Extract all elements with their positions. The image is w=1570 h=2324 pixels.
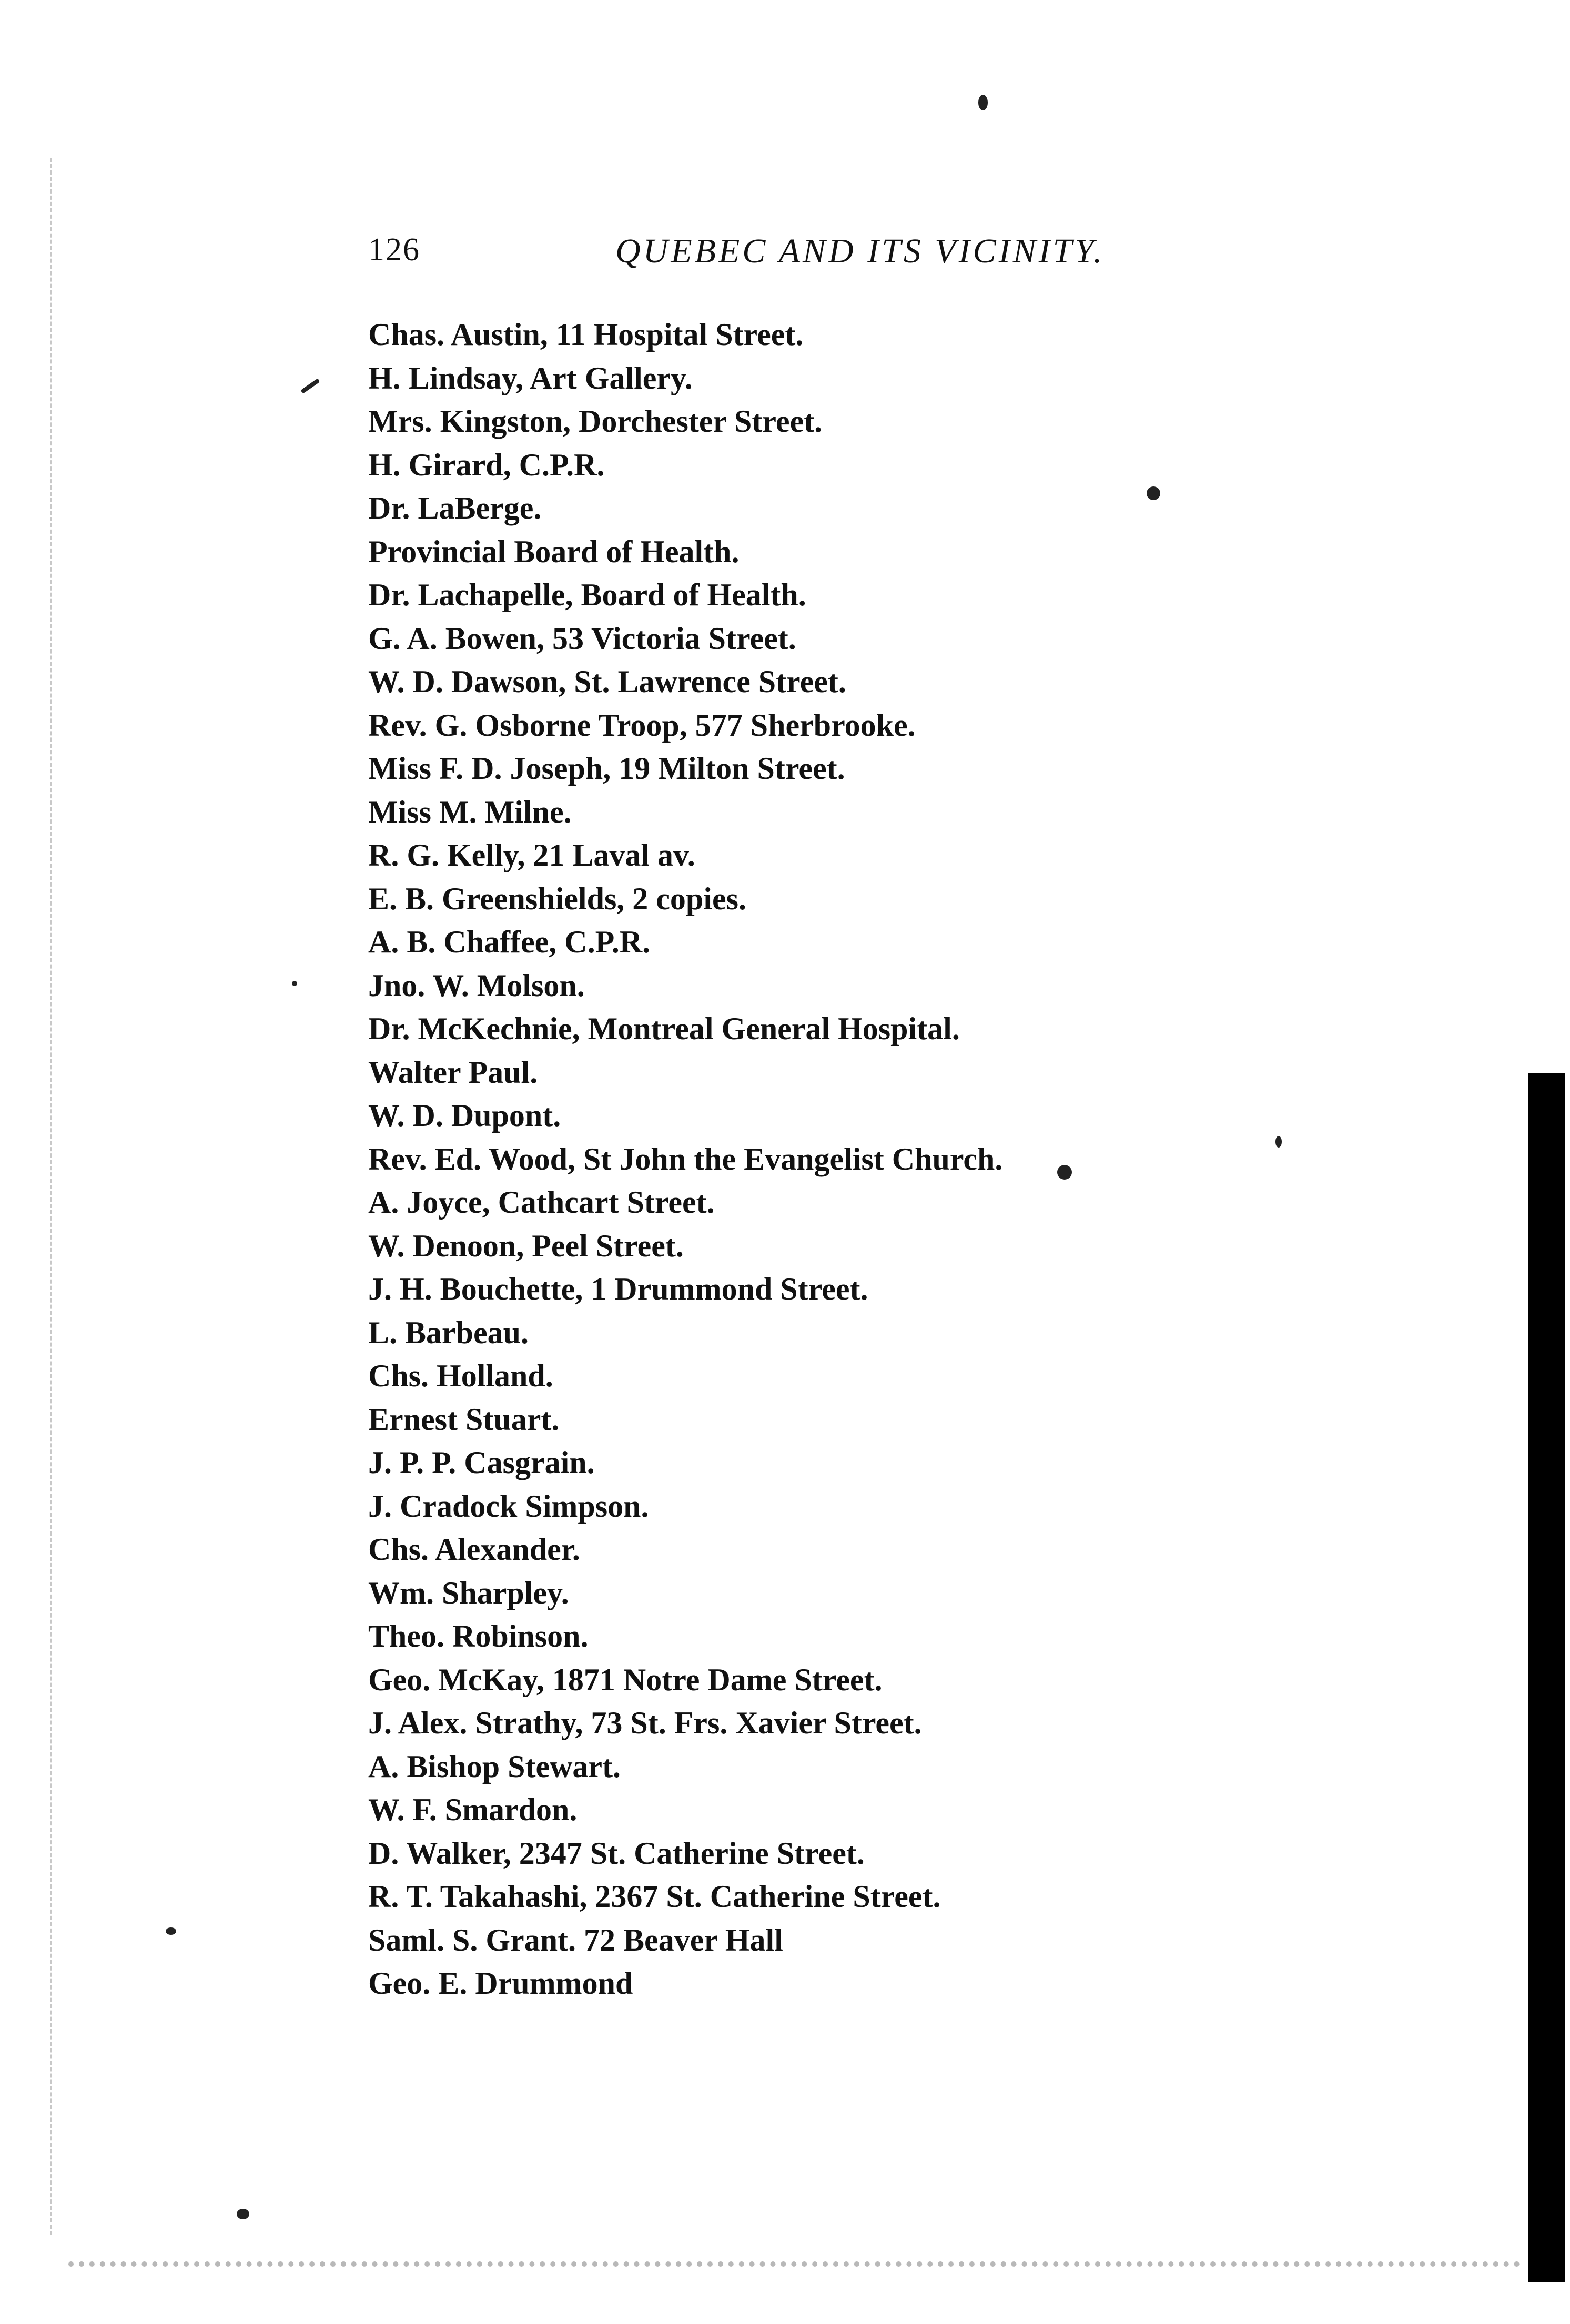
list-item: W. Denoon, Peel Street. bbox=[368, 1228, 684, 1263]
list-item: A. B. Chaffee, C.P.R. bbox=[368, 925, 651, 959]
list-item: J. Alex. Strathy, 73 St. Frs. Xavier Street. bbox=[368, 1706, 922, 1740]
list-item: W. F. Smardon. bbox=[368, 1792, 578, 1827]
list-item: Geo. McKay, 1871 Notre Dame Street. bbox=[368, 1662, 883, 1697]
running-head: QUEBEC AND ITS VICINITY. bbox=[615, 232, 1105, 270]
list-item: W. D. Dupont. bbox=[368, 1098, 561, 1133]
right-margin-black-bar bbox=[1528, 1073, 1565, 2282]
list-item: Theo. Robinson. bbox=[368, 1619, 589, 1653]
ink-speck bbox=[292, 981, 297, 986]
list-item: H. Lindsay, Art Gallery. bbox=[368, 360, 693, 395]
list-item: D. Walker, 2347 St. Catherine Street. bbox=[368, 1835, 865, 1871]
list-item: Geo. E. Drummond bbox=[368, 1966, 633, 2001]
ink-speck bbox=[1275, 1136, 1282, 1148]
list-item: Chs. Holland. bbox=[368, 1358, 553, 1393]
left-margin-scan-artifact bbox=[50, 158, 54, 2235]
list-item: Rev. G. Osborne Troop, 577 Sherbrooke. bbox=[368, 707, 916, 743]
list-item: Chs. Alexander. bbox=[368, 1532, 580, 1567]
list-item: Dr. LaBerge. bbox=[368, 491, 542, 525]
list-item: A. Bishop Stewart. bbox=[368, 1749, 621, 1784]
list-item: G. A. Bowen, 53 Victoria Street. bbox=[368, 621, 796, 656]
list-item: W. D. Dawson, St. Lawrence Street. bbox=[368, 664, 846, 699]
ink-speck bbox=[166, 1927, 176, 1935]
ink-speck bbox=[978, 95, 988, 110]
ink-speck bbox=[237, 2209, 249, 2219]
list-item: R. T. Takahashi, 2367 St. Catherine Street. bbox=[368, 1879, 941, 1914]
list-item: E. B. Greenshields, 2 copies. bbox=[368, 881, 746, 916]
page-header bbox=[368, 231, 1262, 279]
list-item: Miss M. Milne. bbox=[368, 794, 572, 829]
list-item: J. Cradock Simpson. bbox=[368, 1488, 649, 1524]
list-item: Chas. Austin, 11 Hospital Street. bbox=[368, 317, 804, 352]
list-item: Rev. Ed. Wood, St John the Evangelist Church. bbox=[368, 1141, 1003, 1176]
list-item: Miss F. D. Joseph, 19 Milton Street. bbox=[368, 751, 845, 786]
list-item: J. P. P. Casgrain. bbox=[368, 1445, 595, 1480]
list-item: L. Barbeau. bbox=[368, 1315, 529, 1350]
ink-speck bbox=[300, 378, 320, 393]
list-item: Walter Paul. bbox=[368, 1054, 538, 1090]
list-item: J. H. Bouchette, 1 Drummond Street. bbox=[368, 1272, 868, 1306]
list-item: Ernest Stuart. bbox=[368, 1402, 560, 1437]
list-item: Mrs. Kingston, Dorchester Street. bbox=[368, 404, 823, 439]
list-item: Dr. McKechnie, Montreal General Hospital. bbox=[368, 1011, 960, 1046]
list-item: Jno. W. Molson. bbox=[368, 968, 585, 1003]
list-item: A. Joyce, Cathcart Street. bbox=[368, 1185, 715, 1220]
list-item: Dr. Lachapelle, Board of Health. bbox=[368, 577, 806, 612]
list-item: Wm. Sharpley. bbox=[368, 1575, 569, 1610]
list-item: H. Girard, C.P.R. bbox=[368, 447, 605, 482]
subscriber-list bbox=[368, 313, 1262, 2005]
page-number: 126 bbox=[368, 232, 420, 268]
list-item: R. G. Kelly, 21 Laval av. bbox=[368, 838, 695, 872]
list-item: Provincial Board of Health. bbox=[368, 534, 740, 569]
list-item: Saml. S. Grant. 72 Beaver Hall bbox=[368, 1922, 783, 1957]
bottom-edge-scan-noise bbox=[68, 2225, 1520, 2267]
